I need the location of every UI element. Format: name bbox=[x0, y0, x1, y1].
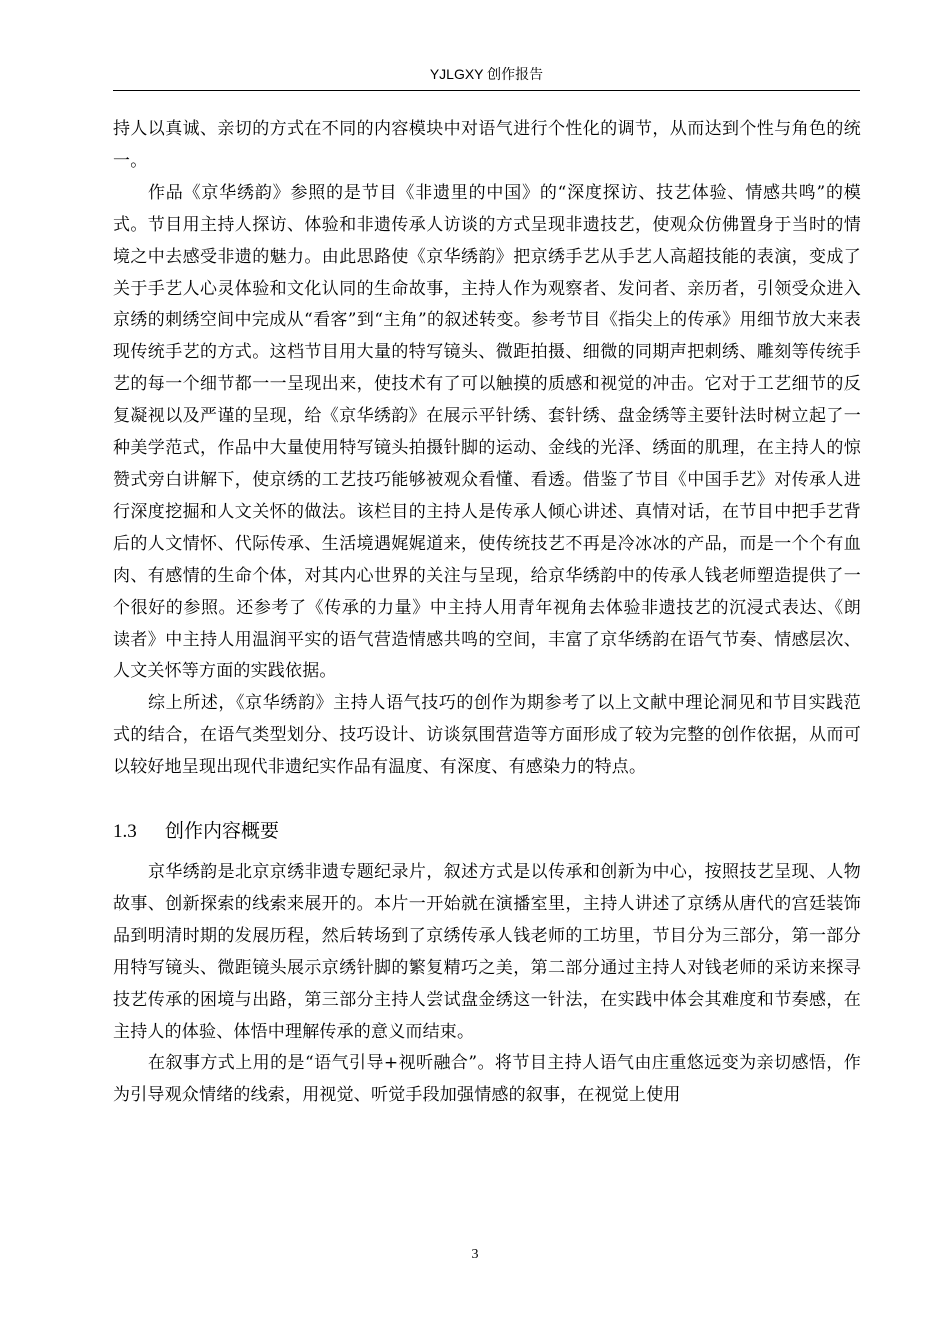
paragraph-narrative-style: 在叙事方式上用的是“语气引导+视听融合”。将节目主持人语气由庄重悠远变为亲切感悟，作为引导观众情绪的线索，用视觉、听觉手段加强情感的叙事，在视觉上使用 bbox=[113, 1053, 861, 1106]
paragraph-summary: 综上所述，《京华绣韵》主持人语气技巧的创作为期参考了以上文献中理论洞见和节目实践范式的结合，在语气类型划分、技巧设计、访谈氛围营造等方面形成了较为完整的创作依据，从而可以较好地呈现出现代非遗纪实作品有温度、有深度、有感染力的特点。 bbox=[113, 693, 861, 778]
page-number: 3 bbox=[471, 1247, 479, 1262]
header-rule bbox=[113, 90, 860, 91]
paragraph-references: 作品《京华绣韵》参照的是节目《非遗里的中国》的“深度探访、技艺体验、情感共鸣”的模式。节目用主持人探访、体验和非遗传承人访谈的方式呈现非遗技艺，使观众仿佛置身于当时的情境之中去感受非遗的魅力。由此思路使《京华绣韵》把京绣手艺从手艺人高超技能的表演，变成了关于手艺人心灵体验和文化认同的生命故事，主持人作为观察者、发问者、亲历者，引领受众进入京绣的刺绣空间中完成从“看客”到“主角”的叙述转变。参考节目《指尖上的传承》用细节放大来表现传统手艺的方式。这档节目用大量的特写镜头、微距拍摄、细微的同期声把刺绣、雕刻等传统手艺的每一个细节都一一呈现出来，使技术有了可以触摸的质感和视觉的冲击。它对于工艺细节的反复凝视以及严谨的呈现，给《京华绣韵》在展示平针绣、套针绣、盘金绣等主要针法时树立起了一种美学范式，作品中大量使用特写镜头拍摄针脚的运动、金线的光泽、绣面的肌理，在主持人的惊赞式旁白讲解下，使京绣的工艺技巧能够被观众看懂、看透。借鉴了节目《中国手艺》对传承人进行深度挖掘和人文关怀的做法。该栏目的主持人是传承人倾心讲述、真情对话，在节目中把手艺背后的人文情怀、代际传承、生活境遇娓娓道来，使传统技艺不再是冷冰冰的产品，而是一个个有血肉、有感情的生命个体，对其内心世界的关注与呈现，给京华绣韵中的传承人钱老师塑造提供了一个很好的参照。还参考了《传承的力量》中主持人用青年视角去体验非遗技艺的沉浸式表达、《朗读者》中主持人用温润平实的语气营造情感共鸣的空间，丰富了京华绣韵在语气节奏、情感层次、人文关怀等方面的实践依据。 bbox=[113, 182, 861, 682]
running-header: YJLGXY 创作报告 bbox=[429, 66, 544, 82]
section-title: 创作内容概要 bbox=[165, 820, 280, 843]
section-heading bbox=[113, 816, 861, 847]
section-number: 1.3 bbox=[113, 821, 137, 843]
paragraph-continuation: 持人以真诚、亲切的方式在不同的内容模块中对语气进行个性化的调节，从而达到个性与角色的统一。 bbox=[113, 119, 861, 171]
paragraph-content-overview: 京华绣韵是北京京绣非遗专题纪录片，叙述方式是以传承和创新为中心，按照技艺呈现、人物故事、创新探索的线索来展开的。本片一开始就在演播室里，主持人讲述了京绣从唐代的宫廷装饰品到明清时期的发展历程，然后转场到了京绣传承人钱老师的工坊里，节目分为三部分，第一部分用特写镜头、微距镜头展示京绣针脚的繁复精巧之美，第二部分通过主持人对钱老师的采访来探寻技艺传承的困境与出路，第三部分主持人尝试盘金绣这一针法，在实践中体会其难度和节奏感，在主持人的体验、体悟中理解传承的意义而结束。 bbox=[113, 862, 861, 1042]
body-text bbox=[113, 114, 861, 1112]
